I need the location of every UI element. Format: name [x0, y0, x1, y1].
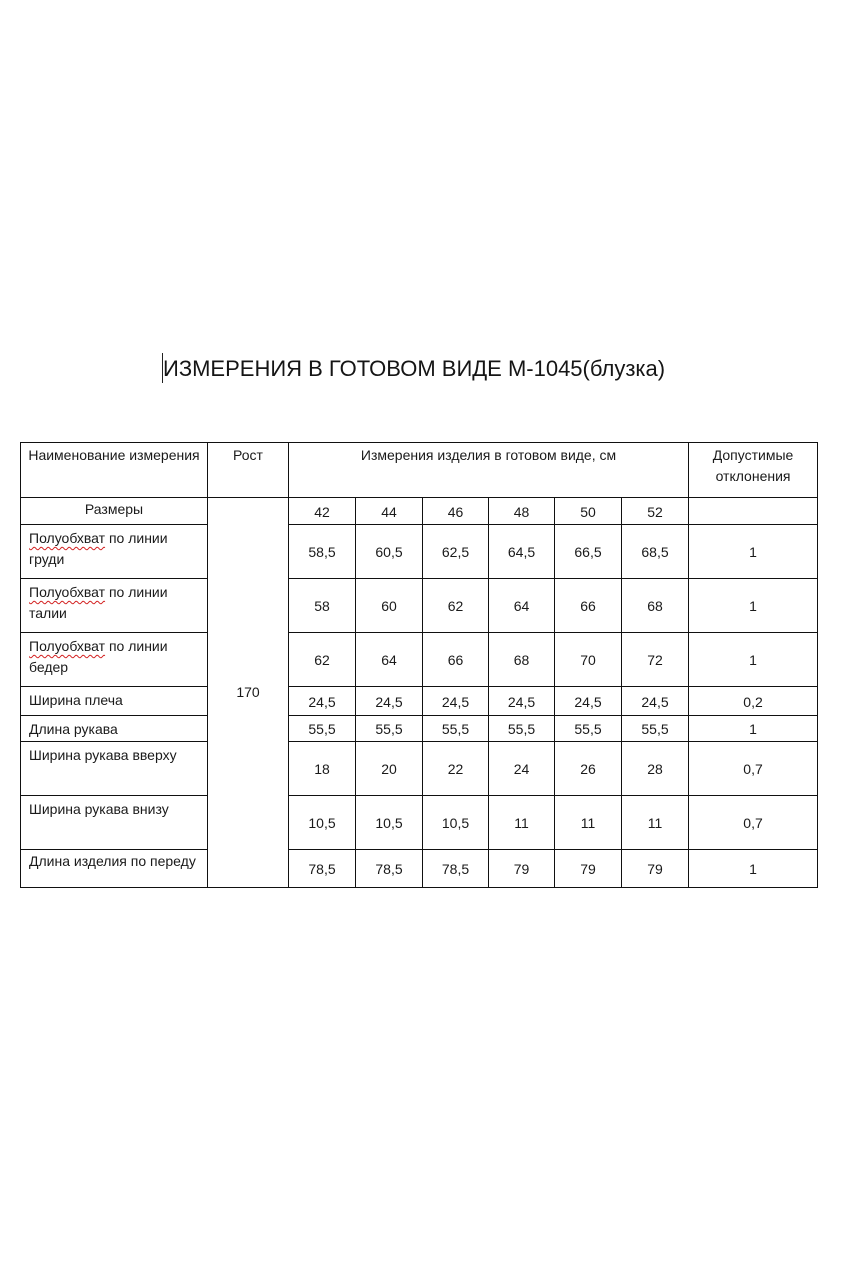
tolerance-cell: 1 [689, 579, 818, 633]
tolerance-cell: 1 [689, 850, 818, 888]
row-name [21, 525, 208, 579]
document-title: ИЗМЕРЕНИЯ В ГОТОВОМ ВИДЕ М-1045(блузка) [163, 356, 666, 381]
value-cell: 10,5 [423, 796, 489, 850]
header-measurements: Измерения изделия в готовом виде, см [289, 443, 689, 498]
value-cell: 10,5 [356, 796, 423, 850]
value-cell: 79 [622, 850, 689, 888]
size-cell: 52 [622, 498, 689, 525]
row-name: Длина изделия по переду [21, 850, 208, 888]
value-cell: 55,5 [289, 716, 356, 742]
value-cell: 78,5 [289, 850, 356, 888]
value-cell: 24,5 [423, 687, 489, 716]
value-cell: 58 [289, 579, 356, 633]
value-cell: 24,5 [356, 687, 423, 716]
tolerance-cell: 1 [689, 525, 818, 579]
measurements-table [20, 442, 818, 888]
tolerance-cell: 0,2 [689, 687, 818, 716]
value-cell: 55,5 [622, 716, 689, 742]
height-value: 170 [208, 498, 289, 888]
header-tolerance: Допустимые отклонения [689, 443, 818, 498]
value-cell: 11 [622, 796, 689, 850]
value-cell: 66,5 [555, 525, 622, 579]
value-cell: 24,5 [555, 687, 622, 716]
header-row [21, 443, 818, 498]
row-name: Ширина рукава вверху [21, 742, 208, 796]
value-cell: 78,5 [356, 850, 423, 888]
table-row [21, 850, 818, 888]
value-cell: 55,5 [555, 716, 622, 742]
sizes-label: Размеры [21, 498, 208, 525]
row-name: Длина рукава [21, 716, 208, 742]
value-cell: 22 [423, 742, 489, 796]
value-cell: 70 [555, 633, 622, 687]
size-cell: 48 [489, 498, 555, 525]
misspelled-word: Полуобхват [29, 638, 106, 654]
value-cell: 68,5 [622, 525, 689, 579]
table-row [21, 525, 818, 579]
value-cell: 24,5 [289, 687, 356, 716]
misspelled-word: Полуобхват [29, 530, 106, 546]
row-name-rest: по линии талии [29, 584, 168, 621]
value-cell: 58,5 [289, 525, 356, 579]
value-cell: 26 [555, 742, 622, 796]
value-cell: 11 [555, 796, 622, 850]
value-cell: 24,5 [489, 687, 555, 716]
tolerance-cell: 1 [689, 633, 818, 687]
value-cell: 79 [489, 850, 555, 888]
value-cell: 55,5 [489, 716, 555, 742]
row-name: Ширина плеча [21, 687, 208, 716]
value-cell: 62 [289, 633, 356, 687]
table-row [21, 796, 818, 850]
row-name: Ширина рукава внизу [21, 796, 208, 850]
header-name: Наименование измерения [21, 443, 208, 498]
value-cell: 55,5 [356, 716, 423, 742]
value-cell: 64 [356, 633, 423, 687]
tolerance-cell: 0,7 [689, 742, 818, 796]
value-cell: 79 [555, 850, 622, 888]
value-cell: 64,5 [489, 525, 555, 579]
size-cell: 42 [289, 498, 356, 525]
value-cell: 24,5 [622, 687, 689, 716]
table-row [21, 633, 818, 687]
table-row [21, 579, 818, 633]
value-cell: 66 [423, 633, 489, 687]
value-cell: 60,5 [356, 525, 423, 579]
value-cell: 78,5 [423, 850, 489, 888]
value-cell: 64 [489, 579, 555, 633]
header-height: Рост [208, 443, 289, 498]
value-cell: 62 [423, 579, 489, 633]
value-cell: 10,5 [289, 796, 356, 850]
value-cell: 28 [622, 742, 689, 796]
tolerance-cell: 0,7 [689, 796, 818, 850]
row-name [21, 633, 208, 687]
value-cell: 24 [489, 742, 555, 796]
sizes-row [21, 498, 818, 525]
size-cell: 44 [356, 498, 423, 525]
row-name [21, 579, 208, 633]
value-cell: 20 [356, 742, 423, 796]
value-cell: 68 [489, 633, 555, 687]
value-cell: 18 [289, 742, 356, 796]
row-name-rest: по линии груди [29, 530, 168, 567]
value-cell: 55,5 [423, 716, 489, 742]
tolerance-empty-cell [689, 498, 818, 525]
size-cell: 46 [423, 498, 489, 525]
tolerance-cell: 1 [689, 716, 818, 742]
misspelled-word: Полуобхват [29, 584, 106, 600]
table-row [21, 742, 818, 796]
value-cell: 11 [489, 796, 555, 850]
value-cell: 66 [555, 579, 622, 633]
value-cell: 68 [622, 579, 689, 633]
value-cell: 62,5 [423, 525, 489, 579]
row-name-rest: по линии бедер [29, 638, 168, 675]
value-cell: 60 [356, 579, 423, 633]
value-cell: 72 [622, 633, 689, 687]
size-cell: 50 [555, 498, 622, 525]
table-row [21, 687, 818, 716]
table-row [21, 716, 818, 742]
